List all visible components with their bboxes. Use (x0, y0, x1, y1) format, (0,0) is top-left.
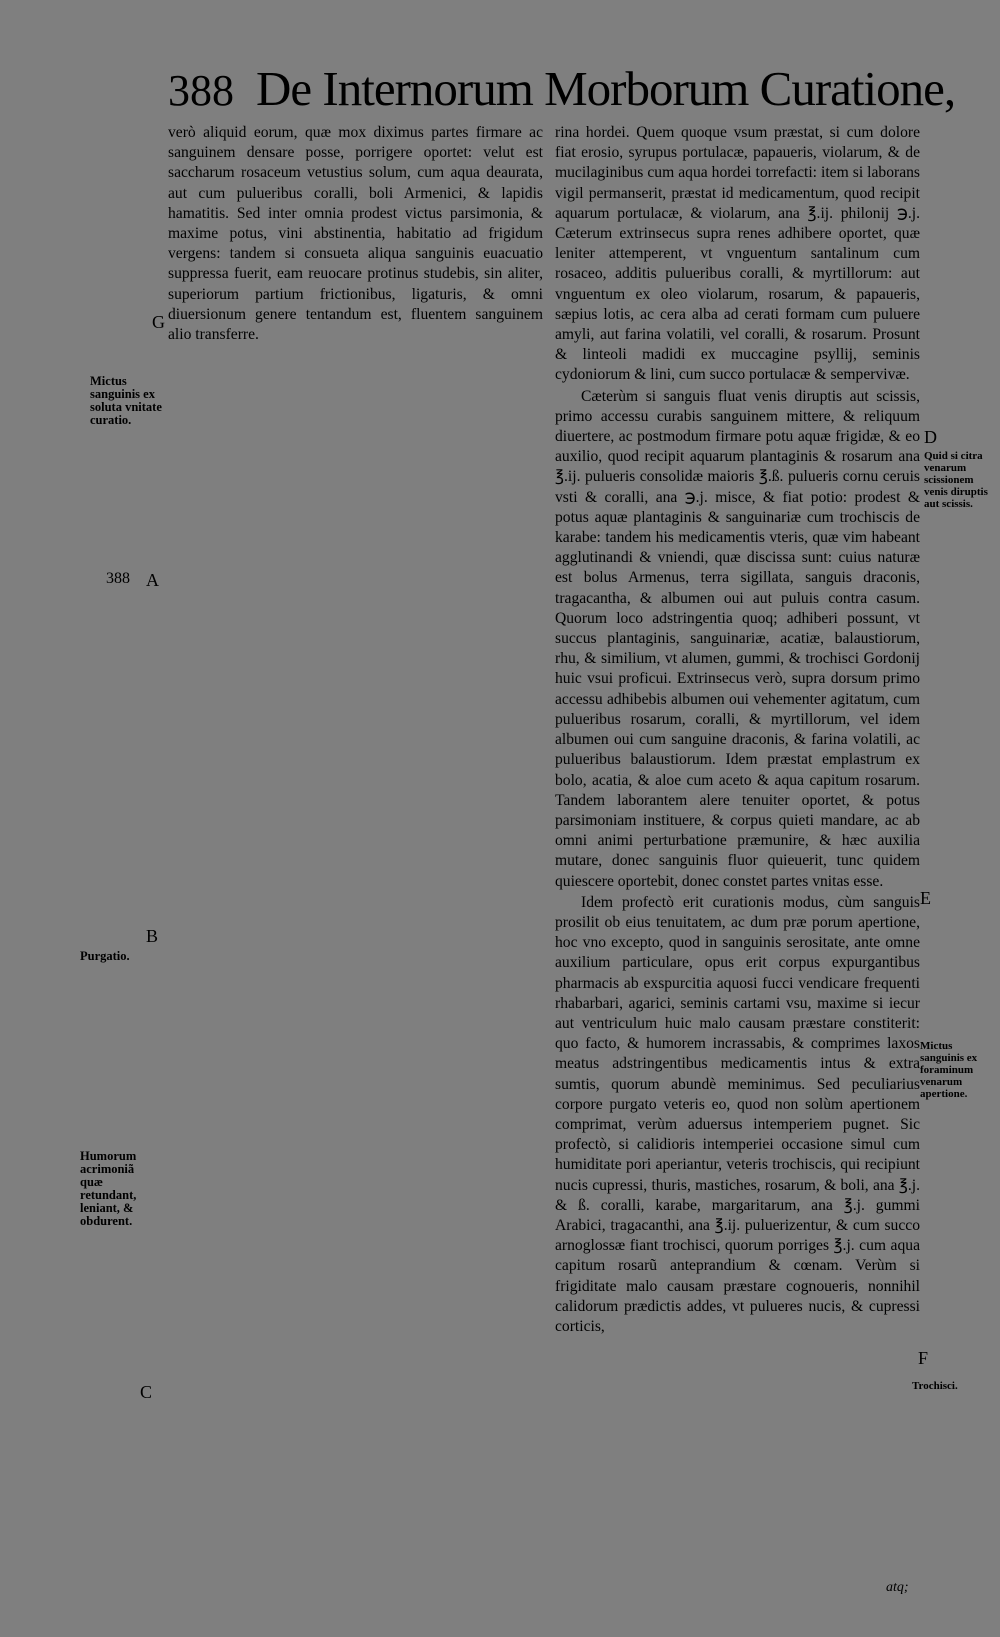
section-letter-b: B (146, 926, 159, 946)
margin-note-trochisci: Trochisci. (912, 1380, 958, 1392)
margin-note-purgatio: Purgatio. (80, 949, 130, 963)
margin-note-humorum: Humorum acrimoniã quæ retundant, leniant, & obdurent. (80, 1149, 137, 1228)
section-letter-c: C (140, 1382, 153, 1402)
section-letter-f: F (918, 1348, 929, 1368)
page-number: 388 (168, 66, 234, 115)
left-column (168, 123, 543, 345)
section-letter-a: A (146, 570, 159, 590)
section-letter-e: E (920, 888, 931, 908)
catchword: atq; (886, 1580, 909, 1595)
margin-note-mictus: Mictus sanguinis ex soluta vnitate curatio. (90, 374, 162, 427)
paragraph: rina hordei. Quem quoque vsum præstat, si cum dolore fiat erosio, syrupus portulacæ, papaueris, violarum, & de mucilaginibus cum aqua hordei torrefacti: item si laborans vigil permanserit, præstat id medicamentum, quod recipit aquarum portulacæ, & violarum, ana ℥.ij. philonij ℈.j. Cæterum extrinsecus supra renes adhibere oportet, quæ leniter attemperent, vt vnguentum santalinum cum rosaceo, additis pulueribus coralli, & myrtillorum: aut vnguentum ex oleo violarum, rosarum, & papaueris, sæpius lotis, ac cera alba ad cerati formam cum puluere amyli, aut farina volatili, vel coralli, & rosarum. Prosunt & linteoli madidi ex muccagine psyllij, seminis cydoniorum & lini, cum succo portulacæ & sempervivæ. (555, 124, 920, 384)
running-title: De Internorum Morborum Curatione, (256, 61, 956, 116)
section-letter-d: D (924, 427, 937, 447)
inner-page-ref: 388 (106, 570, 130, 587)
page-header (168, 60, 956, 117)
margin-note-mictus-2: Mictus sanguinis ex foraminum venarum apertione. (920, 1040, 978, 1100)
paragraph: Idem profectò erit curationis modus, cùm sanguis prosilit ob eius tenuitatem, ac dum præ porum apertione, hoc vno excepto, quod in sanguinis serositate, ante omne auxilium particulare, opus erit corpus expurgantibus pharmacis ab exspurcitia aquosi fucci vendicare frequenti rhabarbari, agarici, seminis cartami vsu, maxime si iecur aut ventriculum huic malo causam præstare constiterit: quo facto, & humorem incrassabis, & comprimes laxos meatus adstringentibus medicamentis intus & extra sumtis, quorum abundè meminimus. Sed peculiarius corpore purgato veteris eo, quod non solùm apertionem comprimat, verùm aduersus intemperiem pugnet. Sic profectò, si calidioris intemperiei occasione simul cum humiditate pori aperiantur, veteris trochiscis, qui recipiunt nucis cupressi, thuris, mastiches, rosarum, & boli, ana ℥.j. & ß. coralli, karabe, margaritarum, ana ℥.j. gummi Arabici, tragacanthi, ana ℥.ij. puluerizentur, & cum succo arnoglossæ fiant trochisci, quorum porriges ℥.j. cum aqua capitum rosarũ anteprandium & cœnam. Verùm si frigiditate malo causam præstare cognoueris, nonnihil calidorum prædictis addes, vt pulueres nucis, & cupressi corticis, (555, 893, 920, 1335)
margin-note-quid: Quid si citra venarum scissionem venis diruptis aut scissis. (924, 450, 988, 510)
right-column (555, 123, 920, 1337)
paragraph: verò aliquid eorum, quæ mox diximus partes firmare ac sanguinem densare posse, porrigere oportet: velut est saccharum rosaceum vetustius solum, cum aqua deaurata, aut cum pulueribus coralli, boli Armenici, & lapidis hamatitis. Sed inter omnia prodest victus parsimonia, & maxime potus, vini abstinentia, habitatio ad frigidum vergens: tandem si consueta aliqua sanguinis euacuatio suppressa fuerit, eam reuocare protinus studebis, sin aliter, superiorum partium frictionibus, ligaturis, & omni diuersionum genere tentandum est, fluentem sanguinem alio transferre. (168, 124, 543, 344)
paragraph: Cæterùm si sanguis fluat venis diruptis aut scissis, primo accessu curabis sanguinem mittere, & reliquum diuertere, ac postmodum firmare potu aquæ frigidæ, & eo auxilio, quod recipit aquarum plantaginis & rosarum ana ℥.ij. pulueris consolidæ maioris ℥.ß. pulueris cornu ceruis vsti & coralli, ana ℈.j. misce, & fiat potio: prodest & potus aquæ plantaginis & sanguinariæ cum trochiscis de karabe: tandem his medicamentis vteris, quæ vim habeant agglutinandi & vniendi, quæ discissa sunt: cuius naturæ est bolus Armenus, terra sigillata, sanguis draconis, tragacantha, & albumen oui aut puluis contra casum. Quorum loco adstringentia quoq; adhiberi possunt, vt succus plantaginis, sanguinariæ, acatiæ, balaustiorum, rhu, & similium, vt alumen, gummi, & trochisci Gordonij huic vsui proficui. Extrinsecus verò, supra dorsum primo accessu adhibebis albumen oui vehementer agitatum, cum pulueribus rosarum, coralli, & myrtillorum, vel idem albumen oui cum sanguine draconis, & farina volatili, ac pulueribus balaustiorum. Idem præstat emplastrum ex bolo, acatia, & aloe cum aceto & aqua capitum rosarum. Tandem laborantem alere tenuiter oportet, & potus parsimoniam instituere, & corpus quieti mandare, ac ab omni animi perturbatione præmunire, & hæc auxilia mutare, donec sanguinis fluor quieuerit, tunc quidem quiescere oportebit, donec constet partes vnitas esse. (555, 387, 920, 890)
section-letter-g: G (152, 312, 165, 332)
